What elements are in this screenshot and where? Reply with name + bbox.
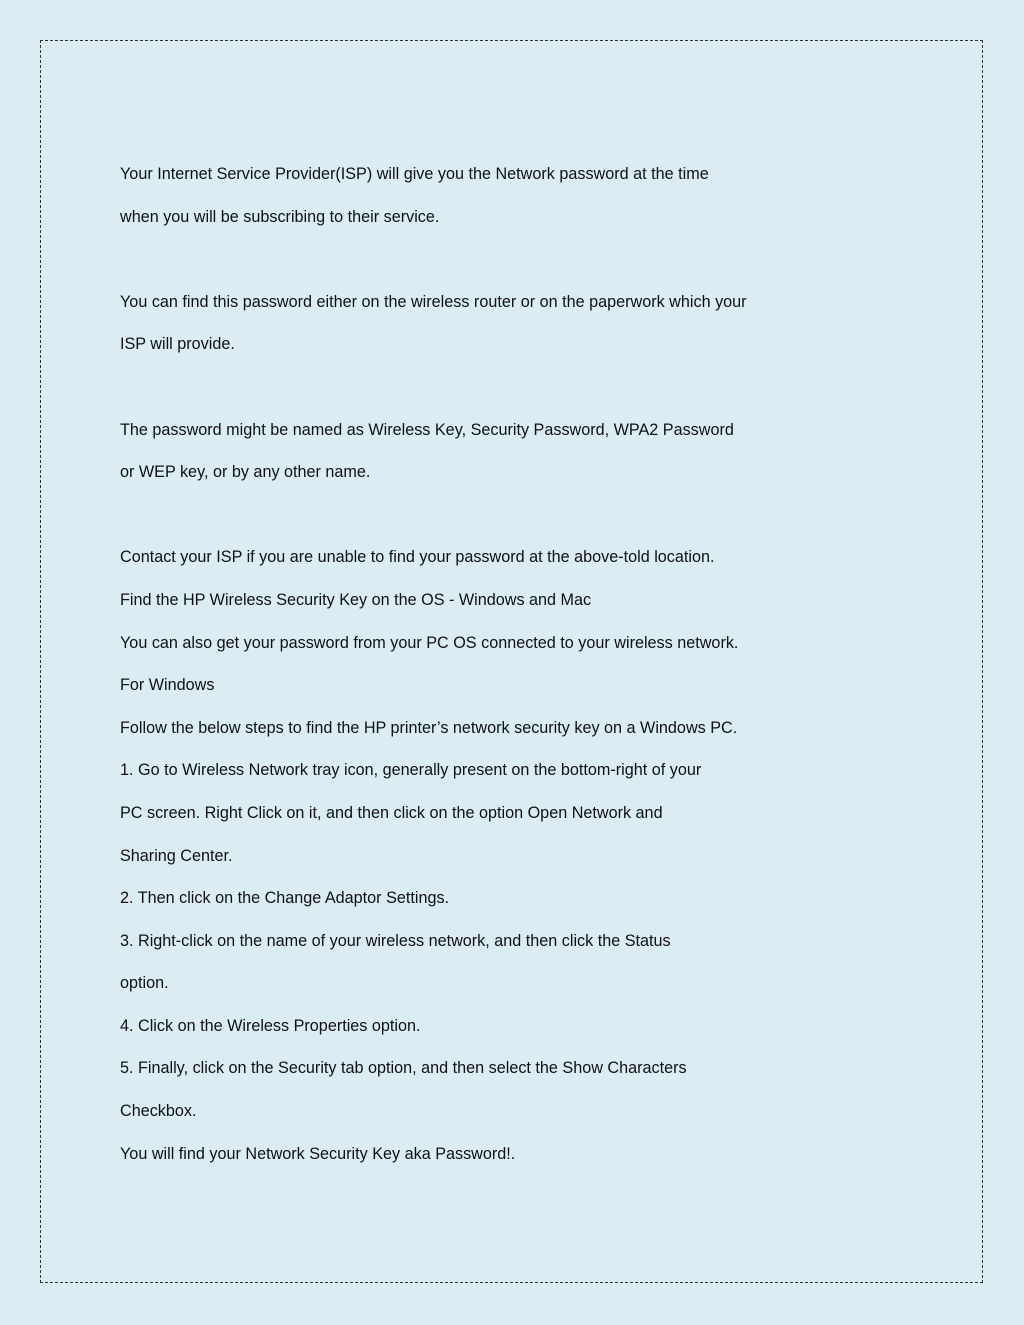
subheading-for-windows: For Windows	[120, 676, 215, 695]
text-line: Contact your ISP if you are unable to find your password at the above-told location.	[120, 548, 715, 567]
paragraph-gap	[120, 494, 820, 537]
text-line: The password might be named as Wireless Key, Security Password, WPA2 Password	[120, 420, 734, 439]
text-line: ISP will provide.	[120, 335, 235, 354]
step-3-cont: option.	[120, 974, 169, 993]
text-line: You can also get your password from your PC OS connected to your wireless network.	[120, 633, 739, 652]
text-line: You can find this password either on the wireless router or on the paperwork which your	[120, 292, 747, 311]
paragraph-password-names	[120, 409, 820, 494]
paragraph-isp-password	[120, 153, 820, 238]
text-line: when you will be subscribing to their service.	[120, 207, 440, 226]
paragraph-gap	[120, 366, 820, 409]
step-3: 3. Right-click on the name of your wireless network, and then click the Status	[120, 931, 671, 950]
step-1: 1. Go to Wireless Network tray icon, generally present on the bottom-right of your	[120, 761, 702, 780]
paragraph-gap	[120, 238, 820, 281]
step-1-cont: PC screen. Right Click on it, and then click on the option Open Network and	[120, 803, 663, 822]
step-5-cont: Checkbox.	[120, 1102, 197, 1121]
closing-line: You will find your Network Security Key aka Password!.	[120, 1144, 516, 1163]
step-4: 4. Click on the Wireless Properties option.	[120, 1016, 421, 1035]
step-5: 5. Finally, click on the Security tab option, and then select the Show Characters	[120, 1059, 687, 1078]
paragraph-find-password	[120, 281, 820, 366]
section-heading: Find the HP Wireless Security Key on the OS - Windows and Mac	[120, 590, 592, 609]
text-line: Your Internet Service Provider(ISP) will give you the Network password at the time	[120, 165, 709, 183]
paragraph-windows-steps	[120, 536, 820, 1175]
document-body	[120, 153, 820, 1175]
step-1-cont: Sharing Center.	[120, 846, 233, 865]
text-line: or WEP key, or by any other name.	[120, 463, 371, 482]
text-line: Follow the below steps to find the HP printer’s network security key on a Windows PC.	[120, 718, 738, 737]
step-2: 2. Then click on the Change Adaptor Settings.	[120, 889, 450, 908]
